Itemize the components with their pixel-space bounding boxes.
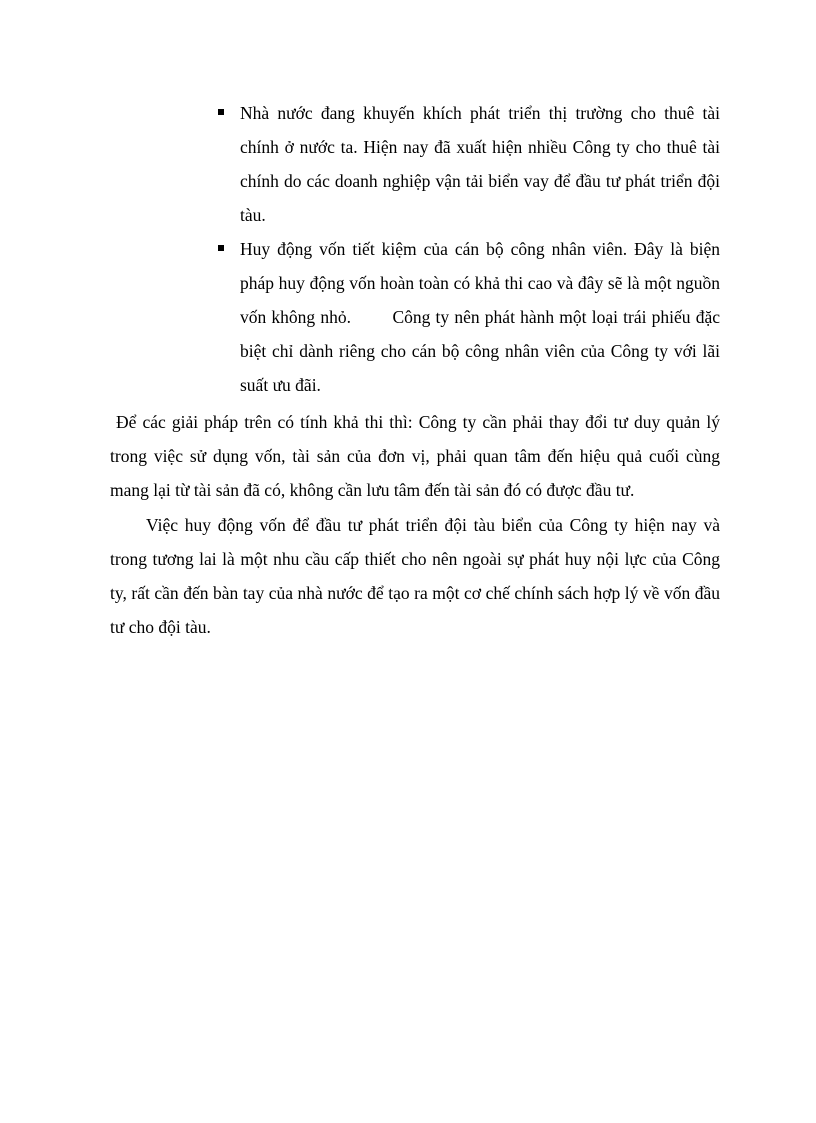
square-bullet-icon <box>218 245 224 251</box>
bullet-list <box>212 96 725 402</box>
bullet-text: Huy động vốn tiết kiệm của cán bộ công nhân viên. Đây là biện pháp huy động vốn hoàn toàn có khả thi cao và đây sẽ là một nguồn vốn không nhỏ. Công ty nên phát hành một loại trái phiếu đặc biệt chỉ dành riêng cho cán bộ công nhân viên của Công ty với lãi suất ưu đãi. <box>240 239 725 395</box>
bullet-text: Nhà nước đang khuyến khích phát triển thị trường cho thuê tài chính ở nước ta. Hiện nay đã xuất hiện nhiều Công ty cho thuê tài chính do các doanh nghiệp vận tải biển vay để đầu tư phát triển đội tàu. <box>240 103 720 225</box>
bullet-item-finance-leasing <box>212 96 720 232</box>
paragraph-feasibility: Để các giải pháp trên có tính khả thi thì: Công ty cần phải thay đổi tư duy quản lý trong việc sử dụng vốn, tài sản của đơn vị, phải quan tâm đến hiệu quả cuối cùng mang lại từ tài sản đã có, không cần lưu tâm đến tài sản đó có được đầu tư. <box>110 412 720 500</box>
paragraph-conclusion: Việc huy động vốn để đầu tư phát triển đội tàu biển của Công ty hiện nay và trong tương lai là một nhu cầu cấp thiết cho nên ngoài sự phát huy nội lực của Công ty, rất cần đến bàn tay của nhà nước để tạo ra một cơ chế chính sách hợp lý về vốn đầu tư cho đội tàu. <box>110 515 720 637</box>
bullet-item-employee-savings <box>212 232 725 402</box>
square-bullet-icon <box>218 109 224 115</box>
